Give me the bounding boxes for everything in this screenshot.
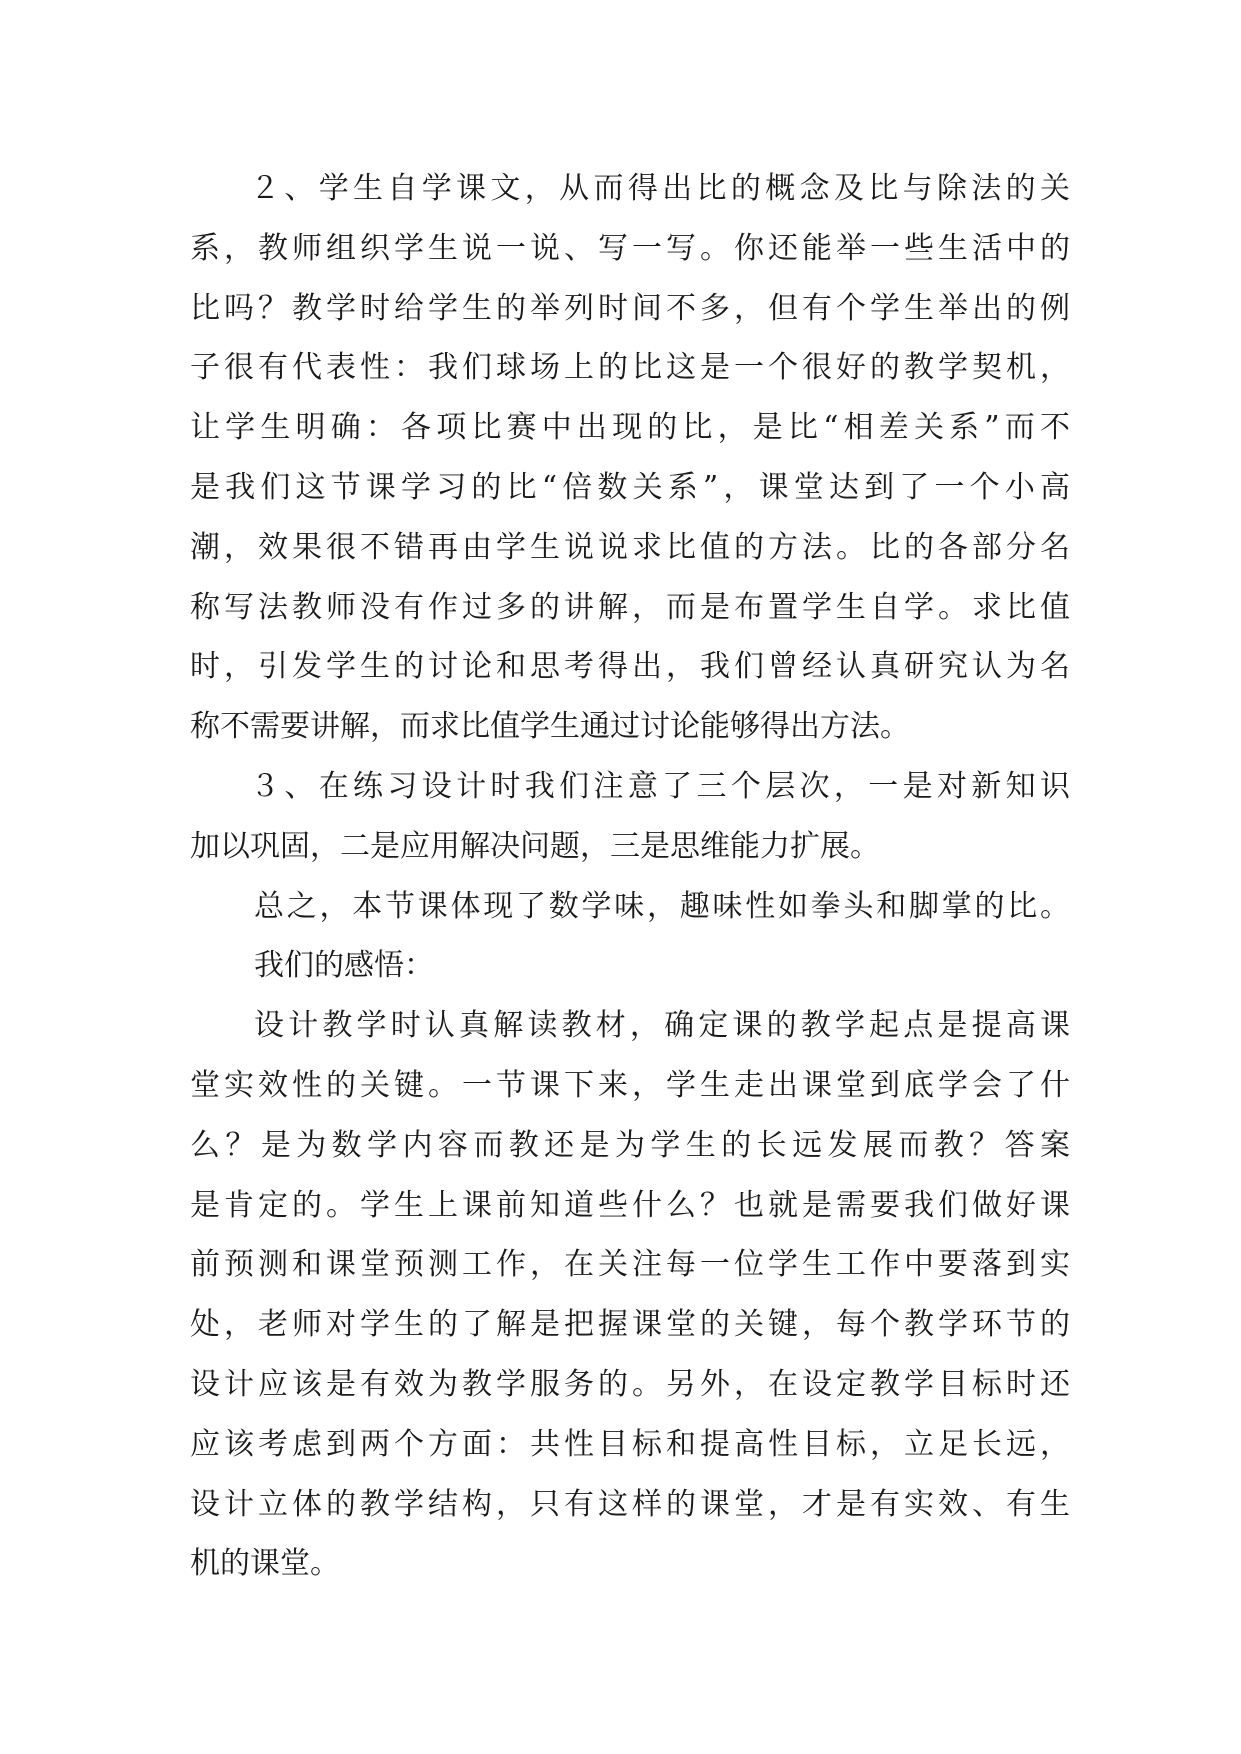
- text-line: 总之，本节课体现了数学味，趣味性如拳头和脚掌的比。: [254, 888, 1070, 924]
- text-line: 加以巩固，二是应用解决问题，三是思维能力扩展。: [190, 828, 880, 864]
- text-line: 堂实效性的关键。一节课下来，学生走出课堂到底学会了什: [190, 1067, 1070, 1103]
- text-line: 机的课堂。: [190, 1546, 340, 1582]
- paragraph-3: [190, 877, 1070, 937]
- document-body: [190, 159, 1070, 1594]
- text-line: 处，老师对学生的了解是把握课堂的关键，每个教学环节的: [190, 1307, 1070, 1343]
- text-line: 设计应该是有效为教学服务的。另外，在设定教学目标时还: [190, 1366, 1070, 1402]
- text-line: 是我们这节课学习的比“倍数关系”，课堂达到了一个小高: [190, 469, 1070, 505]
- paragraph-4: [190, 936, 1070, 996]
- text-line: 子很有代表性：我们球场上的比这是一个很好的教学契机，: [190, 350, 1070, 386]
- paragraph-2: [190, 757, 1070, 877]
- text-line: 系，教师组织学生说一说、写一写。你还能举一些生活中的: [190, 230, 1070, 266]
- text-line: 称不需要讲解，而求比值学生通过讨论能够得出方法。: [190, 709, 910, 745]
- text-line: 应该考虑到两个方面：共性目标和提高性目标，立足长远，: [190, 1426, 1070, 1462]
- text-line: 是肯定的。学生上课前知道些什么？也就是需要我们做好课: [190, 1187, 1070, 1223]
- text-line: ２、学生自学课文，从而得出比的概念及比与除法的关: [250, 171, 1070, 206]
- text-line: 比吗？教学时给学生的举列时间不多，但有个学生举出的例: [190, 290, 1070, 326]
- text-line: 么？是为数学内容而教还是为学生的长远发展而教？答案: [190, 1127, 1070, 1163]
- text-line: 设计教学时认真解读教材，确定课的教学起点是提高课: [254, 1008, 1070, 1044]
- text-line: ３、在练习设计时我们注意了三个层次，一是对新知识: [250, 768, 1070, 804]
- text-line: 让学生明确：各项比赛中出现的比，是比“相差关系”而不: [190, 410, 1070, 446]
- text-line: 称写法教师没有作过多的讲解，而是布置学生自学。求比值: [190, 589, 1070, 625]
- text-line: 我们的感悟：: [254, 948, 434, 984]
- paragraph-1: [190, 159, 1070, 757]
- text-line: 时，引发学生的讨论和思考得出，我们曾经认真研究认为名: [190, 649, 1070, 685]
- text-line: 前预测和课堂预测工作，在关注每一位学生工作中要落到实: [190, 1247, 1070, 1283]
- text-line: 潮，效果很不错再由学生说说求比值的方法。比的各部分名: [190, 529, 1070, 565]
- paragraph-5: [190, 996, 1070, 1594]
- text-line: 设计立体的教学结构，只有这样的课堂，才是有实效、有生: [190, 1486, 1070, 1522]
